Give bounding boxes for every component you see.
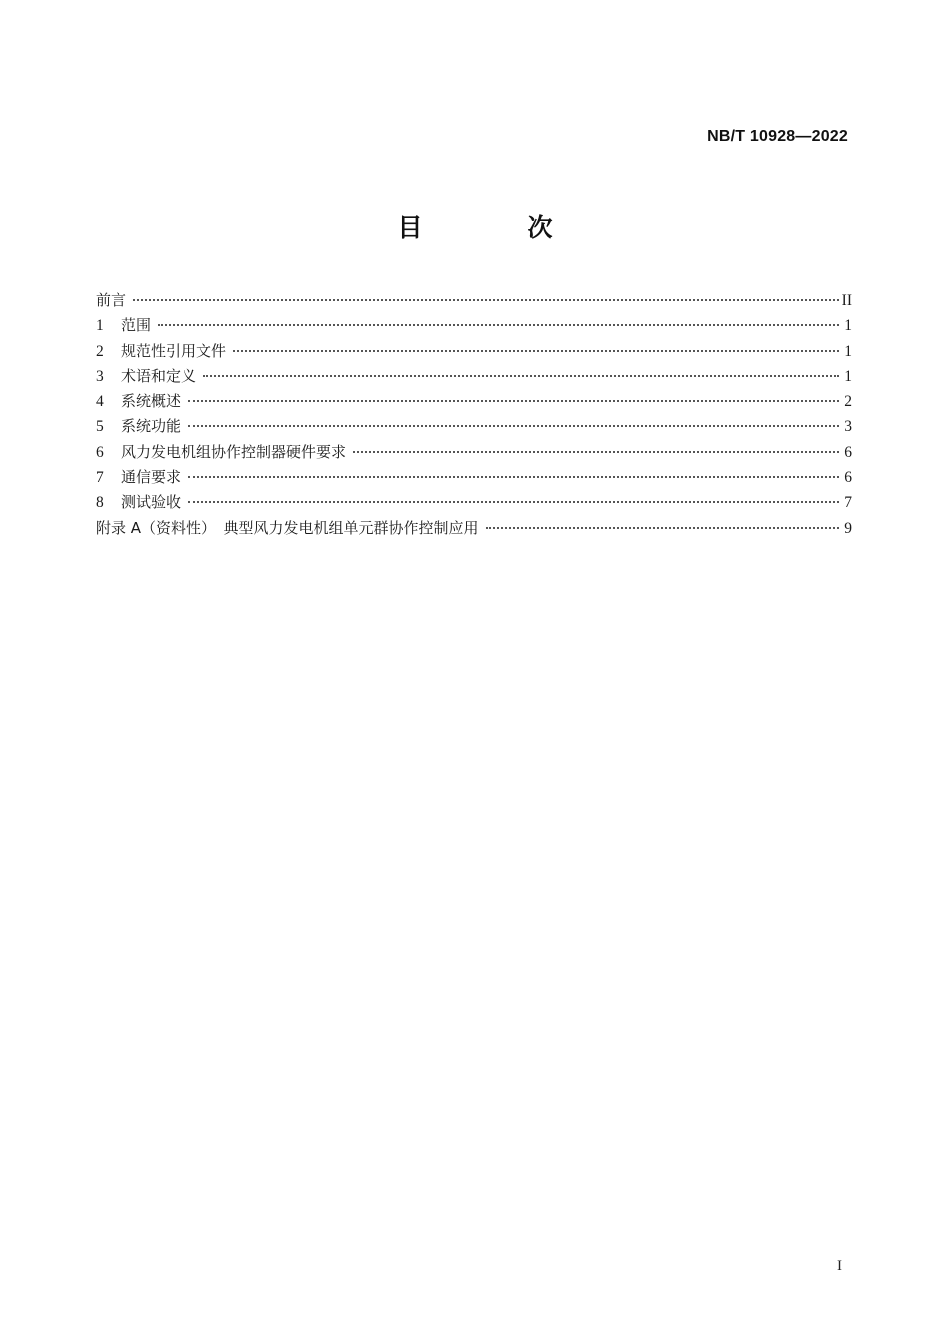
toc-entry-1[interactable] [96, 313, 852, 338]
standard-number: NB/T 10928—2022 [707, 128, 848, 145]
dot-leader [188, 424, 839, 427]
toc-entry-page: 1 [844, 367, 852, 385]
toc-entry-5[interactable] [96, 414, 852, 439]
toc-entry-number: 2 [96, 342, 104, 360]
toc-entry-3[interactable] [96, 364, 852, 389]
toc-entry-label: 测试验收 [121, 493, 182, 512]
toc-entry-6[interactable] [96, 440, 852, 465]
toc-entry-page: 6 [844, 443, 852, 461]
dot-leader [203, 374, 839, 377]
table-of-contents [96, 288, 852, 541]
dot-leader [233, 349, 839, 352]
toc-entry-number: 6 [96, 443, 104, 461]
dot-leader [158, 323, 839, 326]
toc-entry-page: 6 [844, 469, 852, 487]
toc-entry-page: II [841, 292, 852, 309]
toc-entry-number: 8 [96, 494, 104, 512]
toc-entry-number: 1 [96, 317, 104, 335]
toc-title: 目 次 [397, 213, 593, 242]
toc-entry-7[interactable] [96, 465, 852, 490]
toc-entry-label: 范围 [121, 316, 152, 335]
toc-entry-4[interactable] [96, 389, 852, 414]
page-number: I [837, 1258, 842, 1274]
toc-entry-label: 通信要求 [121, 468, 182, 487]
toc-entry-2[interactable] [96, 339, 852, 364]
toc-entry-page: 3 [844, 418, 852, 436]
toc-entry-page: 1 [844, 317, 852, 335]
dot-leader [353, 450, 839, 453]
toc-entry-label: 规范性引用文件 [121, 341, 227, 360]
dot-leader [188, 500, 839, 503]
toc-entry-page: 7 [844, 494, 852, 512]
toc-entry-page: 1 [844, 342, 852, 360]
toc-entry-appendix-a[interactable] [96, 516, 852, 541]
dot-leader [486, 526, 839, 529]
toc-entry-label: 系统功能 [121, 417, 182, 436]
toc-entry-number: 4 [96, 393, 104, 411]
toc-entry-number: 5 [96, 418, 104, 436]
toc-entry-8[interactable] [96, 490, 852, 515]
toc-entry-label: 附录 A（资料性） 典型风力发电机组单元群协作控制应用 [96, 518, 479, 537]
toc-entry-label: 风力发电机组协作控制器硬件要求 [121, 442, 347, 461]
toc-entry-label: 前言 [96, 291, 127, 309]
toc-entry-label: 系统概述 [121, 392, 182, 411]
dot-leader [133, 298, 839, 301]
toc-entry-page: 2 [844, 393, 852, 411]
toc-entry-label: 术语和定义 [121, 366, 197, 385]
toc-entry-number: 3 [96, 367, 104, 385]
dot-leader [188, 475, 839, 478]
toc-entry-page: 9 [844, 519, 852, 537]
dot-leader [188, 399, 839, 402]
toc-entry-foreword[interactable] [96, 288, 852, 313]
toc-entry-number: 7 [96, 469, 104, 487]
